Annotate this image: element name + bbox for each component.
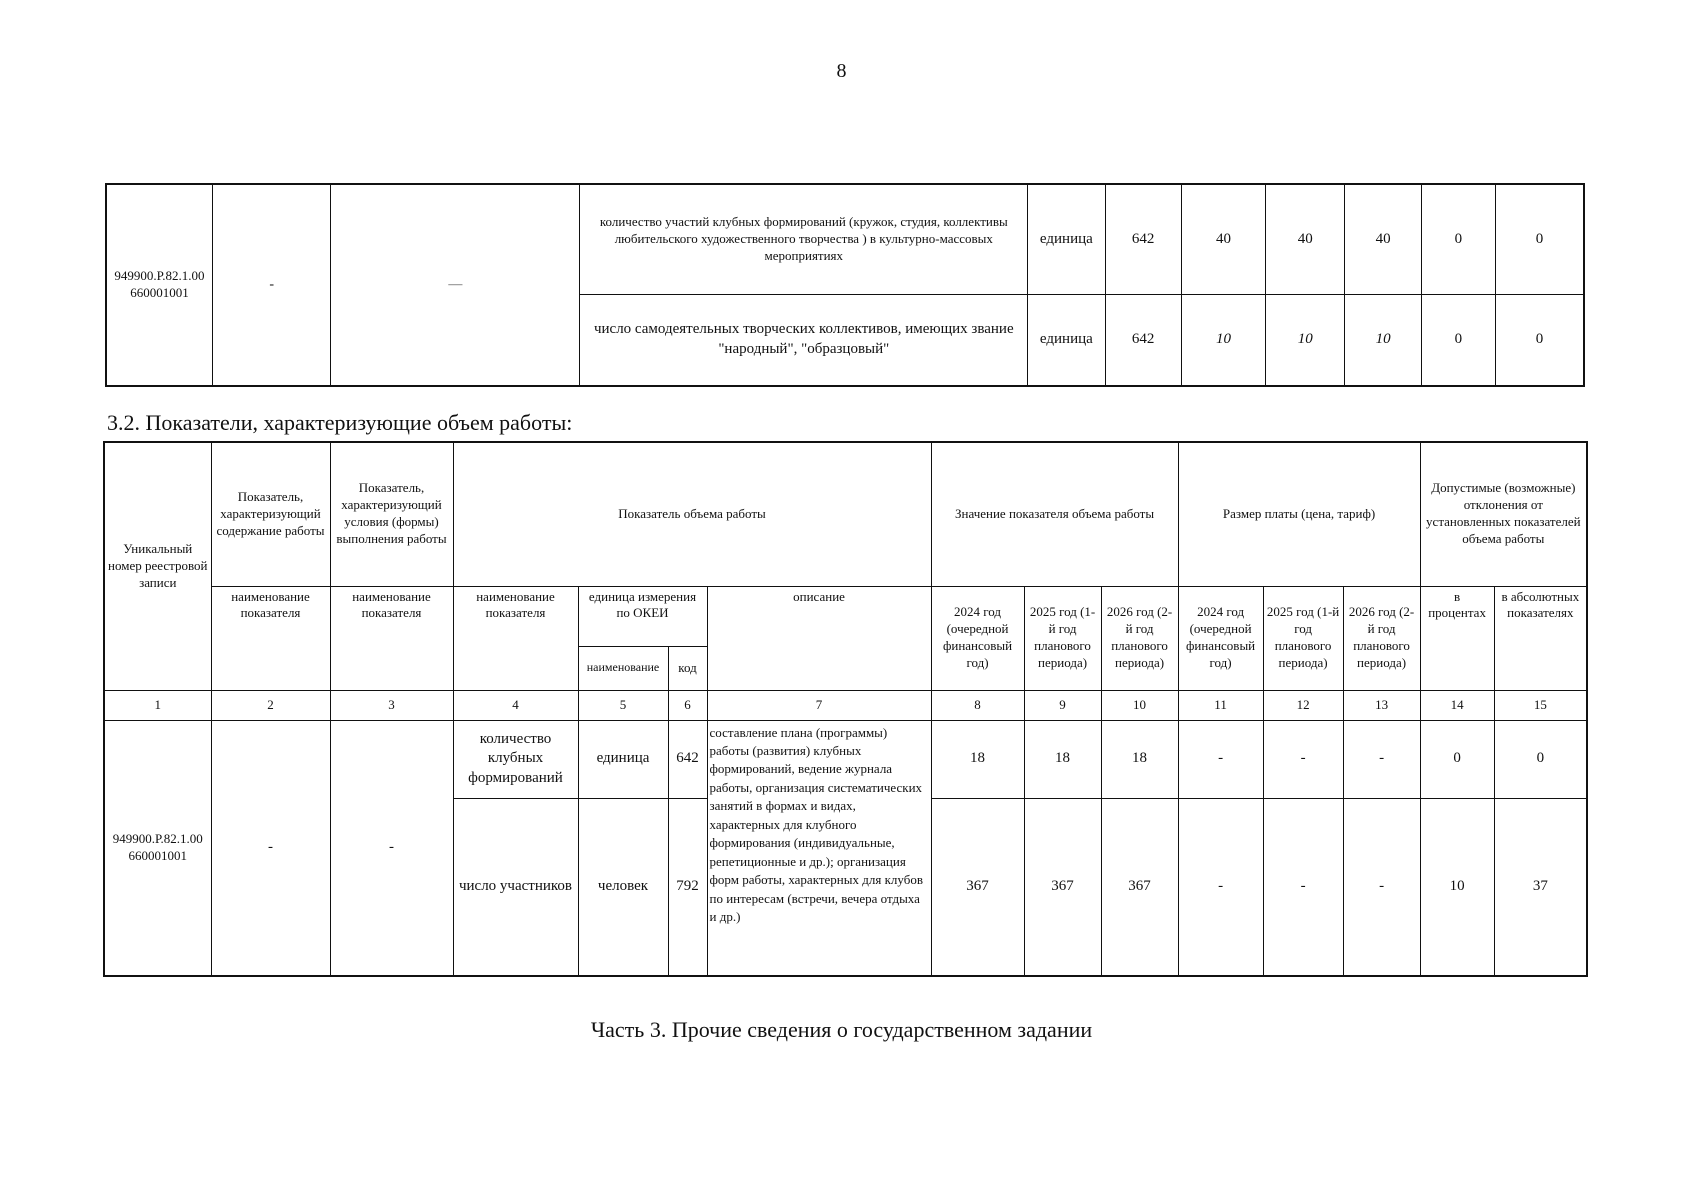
section-heading: 3.2. Показатели, характеризующие объем работы: <box>107 410 573 435</box>
deviation-percent-cell: 0 <box>1421 294 1495 386</box>
header-okei: единица измерения по ОКЕИ <box>578 586 707 646</box>
column-number: 7 <box>707 690 931 720</box>
header-condition: Показатель, характеризующий условия (формы) выполнения работы <box>330 442 453 586</box>
column-number: 3 <box>330 690 453 720</box>
value-2024-cell: 40 <box>1181 184 1265 294</box>
code-cell: 642 <box>668 720 707 798</box>
header-content: Показатель, характеризующий содержание работы <box>211 442 330 586</box>
deviation-absolute-cell: 37 <box>1494 798 1587 976</box>
payment-2024-cell: - <box>1178 720 1263 798</box>
volume-indicators-table <box>103 441 1588 977</box>
column-number: 6 <box>668 690 707 720</box>
header-payment: Размер платы (цена, тариф) <box>1178 442 1420 586</box>
header-okei-code: код <box>668 646 707 690</box>
header-description: описание <box>707 586 931 690</box>
payment-2026-cell: - <box>1343 798 1420 976</box>
table-row <box>106 184 1584 294</box>
value-2025-cell: 367 <box>1024 798 1101 976</box>
column-number: 12 <box>1263 690 1343 720</box>
value-2025-cell: 40 <box>1266 184 1345 294</box>
header-payment-2026: 2026 год (2-й год планового периода) <box>1343 586 1420 690</box>
unit-cell: единица <box>1028 184 1105 294</box>
header-payment-2025: 2025 год (1-й год планового периода) <box>1263 586 1343 690</box>
payment-2026-cell: - <box>1343 720 1420 798</box>
description-cell: составление плана (программы) работы (развития) клубных формирований, ведение журнала работы, организация систематических занятий в формах и видах, характерных для клубного формирования (индивидуальные, репетиционные и др.); организация форм работы, характерных для клубов по интересам (встречи, вечера отдыха и др.) <box>707 720 931 976</box>
header-condition-name: наименование показателя <box>330 586 453 690</box>
column-number: 14 <box>1420 690 1494 720</box>
registry-number-cell: 949900.Р.82.1.00 660001001 <box>106 184 212 386</box>
column-number-row <box>104 690 1587 720</box>
header-payment-2024: 2024 год (очередной финансовый год) <box>1178 586 1263 690</box>
column-number: 1 <box>104 690 211 720</box>
deviation-absolute-cell: 0 <box>1494 720 1587 798</box>
condition-indicator-cell: — <box>331 184 580 386</box>
column-number: 10 <box>1101 690 1178 720</box>
payment-2025-cell: - <box>1263 798 1343 976</box>
page-number: 8 <box>836 60 847 82</box>
header-content-name: наименование показателя <box>211 586 330 690</box>
content-indicator-cell: - <box>212 184 330 386</box>
deviation-percent-cell: 0 <box>1421 184 1495 294</box>
column-number: 11 <box>1178 690 1263 720</box>
payment-2025-cell: - <box>1263 720 1343 798</box>
header-value: Значение показателя объема работы <box>931 442 1178 586</box>
value-2024-cell: 10 <box>1181 294 1265 386</box>
unit-cell: единица <box>1028 294 1105 386</box>
header-value-2024: 2024 год (очередной финансовый год) <box>931 586 1024 690</box>
header-value-2026: 2026 год (2-й год планового периода) <box>1101 586 1178 690</box>
unit-cell: единица <box>578 720 668 798</box>
value-2024-cell: 367 <box>931 798 1024 976</box>
column-number: 8 <box>931 690 1024 720</box>
column-number: 4 <box>453 690 578 720</box>
part-heading: Часть 3. Прочие сведения о государственном задании <box>590 1017 1093 1042</box>
quality-indicators-table <box>105 183 1585 387</box>
header-value-2025: 2025 год (1-й год планового периода) <box>1024 586 1101 690</box>
header-deviation-absolute: в абсолютных показателях <box>1494 586 1587 690</box>
value-2024-cell: 18 <box>931 720 1024 798</box>
header-registry: Уникальный номер реестровой записи <box>104 442 211 690</box>
code-cell: 792 <box>668 798 707 976</box>
volume-name-cell: число участников <box>453 798 578 976</box>
table-row <box>104 720 1587 798</box>
value-2026-cell: 10 <box>1345 294 1421 386</box>
value-2025-cell: 18 <box>1024 720 1101 798</box>
header-volume-name: наименование показателя <box>453 586 578 690</box>
deviation-absolute-cell: 0 <box>1496 294 1584 386</box>
header-deviation-percent: в процентах <box>1420 586 1494 690</box>
unit-cell: человек <box>578 798 668 976</box>
header-row <box>104 586 1587 646</box>
header-volume: Показатель объема работы <box>453 442 931 586</box>
column-number: 9 <box>1024 690 1101 720</box>
condition-indicator-cell: - <box>330 720 453 976</box>
header-row <box>104 442 1587 586</box>
deviation-absolute-cell: 0 <box>1496 184 1584 294</box>
code-cell: 642 <box>1105 294 1181 386</box>
indicator-name-cell: количество участий клубных формирований (кружок, студия, коллективы любительского художественного творчества ) в культурно-массовых мероприятиях <box>580 184 1028 294</box>
code-cell: 642 <box>1105 184 1181 294</box>
value-2026-cell: 18 <box>1101 720 1178 798</box>
content-indicator-cell: - <box>211 720 330 976</box>
value-2025-cell: 10 <box>1266 294 1345 386</box>
deviation-percent-cell: 0 <box>1420 720 1494 798</box>
deviation-percent-cell: 10 <box>1420 798 1494 976</box>
registry-number-cell: 949900.Р.82.1.00 660001001 <box>104 720 211 976</box>
column-number: 2 <box>211 690 330 720</box>
column-number: 13 <box>1343 690 1420 720</box>
payment-2024-cell: - <box>1178 798 1263 976</box>
indicator-name-cell: число самодеятельных творческих коллективов, имеющих звание "народный", "образцовый" <box>580 294 1028 386</box>
column-number: 15 <box>1494 690 1587 720</box>
header-deviation: Допустимые (возможные) отклонения от установленных показателей объема работы <box>1420 442 1587 586</box>
volume-name-cell: количество клубных формирований <box>453 720 578 798</box>
value-2026-cell: 367 <box>1101 798 1178 976</box>
header-okei-name: наименование <box>578 646 668 690</box>
column-number: 5 <box>578 690 668 720</box>
value-2026-cell: 40 <box>1345 184 1421 294</box>
